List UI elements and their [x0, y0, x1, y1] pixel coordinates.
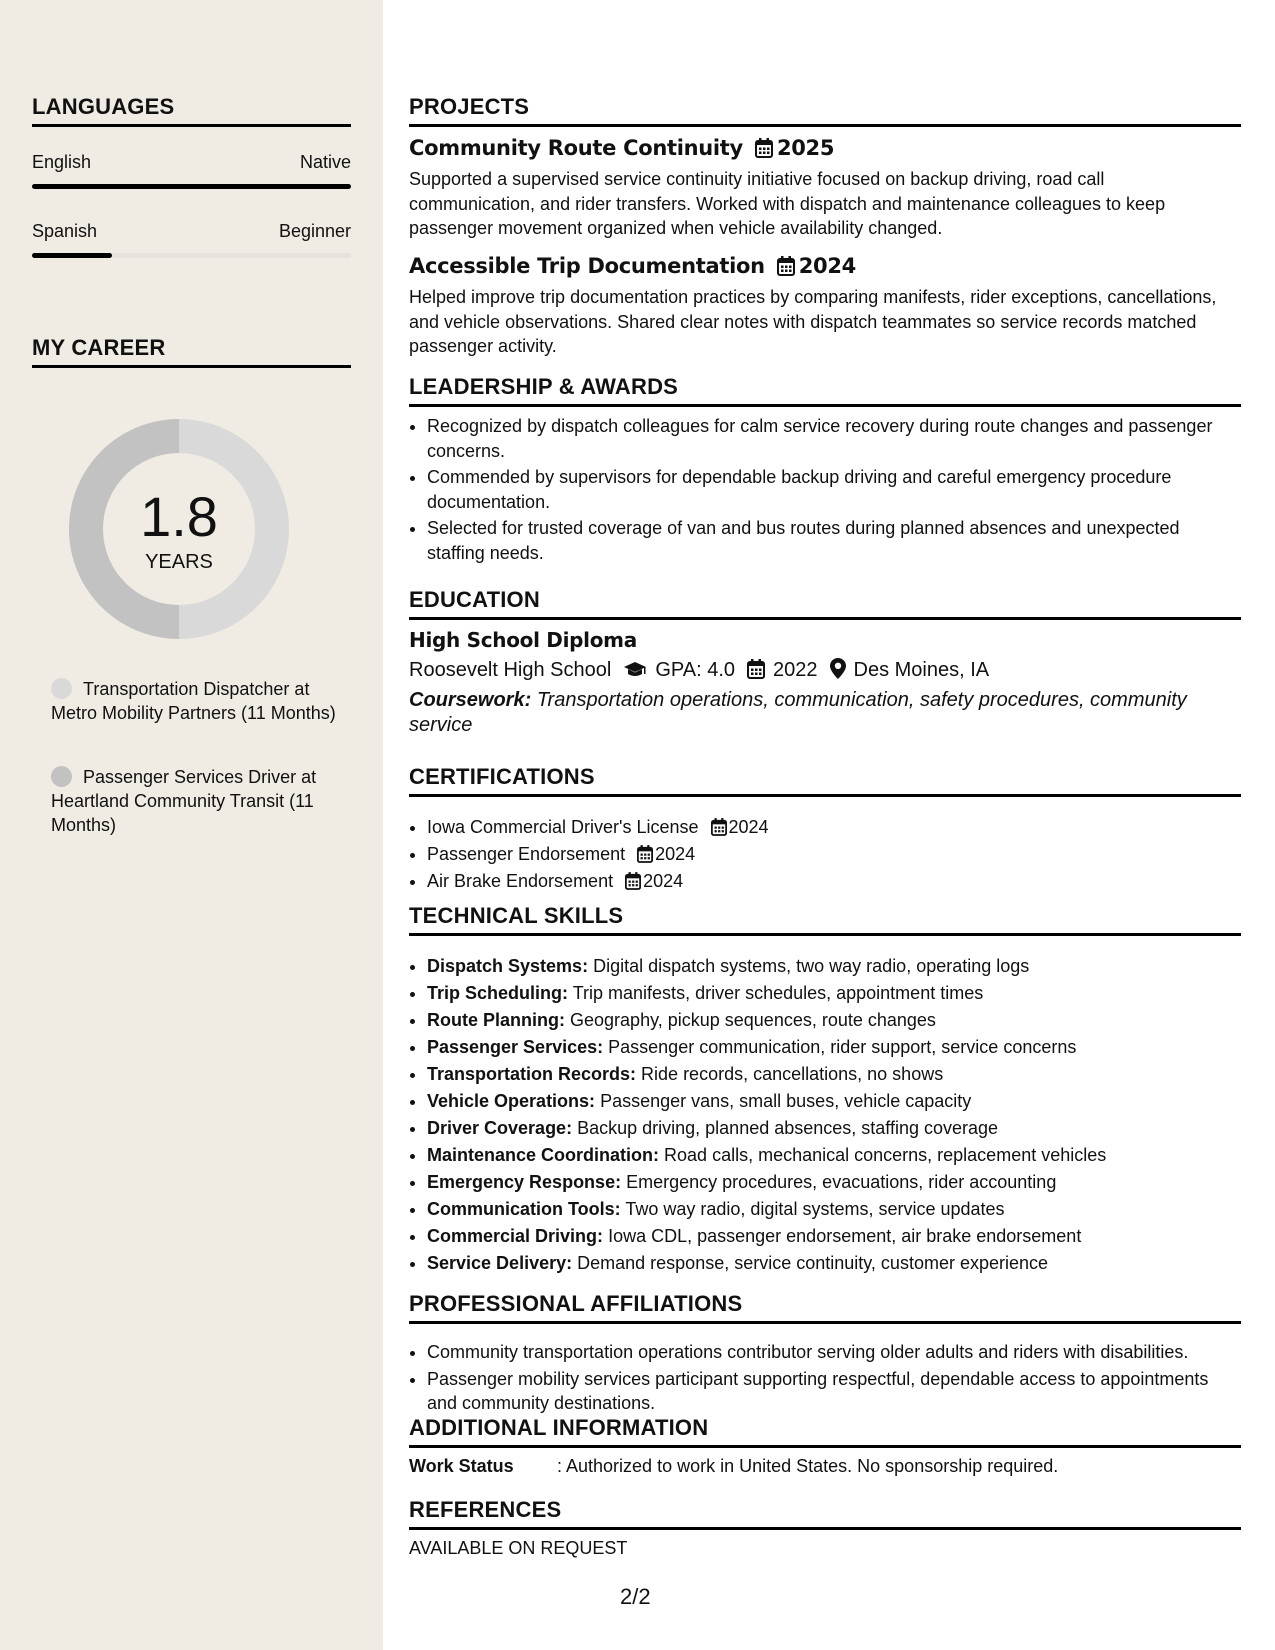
projects-heading: PROJECTS	[409, 94, 1241, 127]
certifications-list	[409, 815, 1242, 894]
certification-name: Air Brake Endorsement	[427, 871, 614, 891]
list-item	[427, 1170, 1242, 1195]
skill-label: Emergency Response:	[427, 1172, 622, 1192]
list-item: • Community transportation operations contributor serving older adults and riders with disabilities.	[427, 1340, 1242, 1365]
skill-text: Demand response, service continuity, customer experience	[577, 1253, 1049, 1273]
list-item	[427, 1197, 1242, 1222]
leadership-list	[409, 414, 1242, 565]
work-status	[409, 1456, 1058, 1477]
career-total-years: 1.8	[140, 485, 218, 548]
legend-dot	[51, 678, 72, 699]
skill-label: Driver Coverage:	[427, 1118, 573, 1138]
skill-label: Transportation Records:	[427, 1064, 637, 1084]
skill-text: Backup driving, planned absences, staffing coverage	[577, 1118, 999, 1138]
education-year: 2022	[773, 659, 818, 681]
references-heading: REFERENCES	[409, 1497, 1241, 1530]
education-details	[409, 658, 989, 682]
certifications-heading: CERTIFICATIONS	[409, 764, 1241, 797]
list-item	[427, 981, 1242, 1006]
language-bar-fill	[32, 253, 112, 258]
skill-label: Maintenance Coordination:	[427, 1145, 660, 1165]
skills-heading: TECHNICAL SKILLS	[409, 903, 1241, 936]
language-bar-spanish	[32, 253, 351, 258]
skill-text: Iowa CDL, passenger endorsement, air brake endorsement	[608, 1226, 1082, 1246]
location-pin-icon	[830, 658, 846, 679]
list-item	[427, 842, 1242, 867]
career-unit-label: YEARS	[145, 551, 213, 573]
calendar-icon	[711, 818, 727, 836]
list-item	[427, 1035, 1242, 1060]
list-item	[427, 815, 1242, 840]
calendar-icon	[747, 659, 765, 679]
sidebar	[0, 0, 383, 1650]
project-title-row	[409, 254, 856, 278]
language-bar-english	[32, 184, 351, 189]
skill-text: Digital dispatch systems, two way radio, operating logs	[593, 956, 1030, 976]
skill-label: Trip Scheduling:	[427, 983, 569, 1003]
project-year: 2024	[798, 254, 856, 278]
list-item: • Selected for trusted coverage of van and bus routes during planned absences and unexpected staffing needs.	[427, 516, 1242, 565]
calendar-icon	[637, 845, 653, 863]
calendar-icon	[777, 256, 795, 276]
references-text: AVAILABLE ON REQUEST	[409, 1538, 628, 1558]
calendar-icon	[755, 138, 773, 158]
skill-text: Ride records, cancellations, no shows	[641, 1064, 944, 1084]
skill-text: Passenger communication, rider support, service concerns	[608, 1037, 1077, 1057]
certification-year: 2024	[655, 844, 696, 864]
skill-label: Route Planning:	[427, 1010, 565, 1030]
language-level: Beginner	[278, 221, 351, 241]
skill-text: Road calls, mechanical concerns, replacement vehicles	[664, 1145, 1107, 1165]
project-title-row	[409, 136, 834, 160]
list-item	[427, 1089, 1242, 1114]
list-item	[427, 1143, 1242, 1168]
project-title: Accessible Trip Documentation	[409, 254, 765, 278]
skill-label: Vehicle Operations:	[427, 1091, 596, 1111]
career-item-label: Transportation Dispatcher at Metro Mobility Partners (11 Months)	[51, 679, 336, 723]
list-item	[427, 954, 1242, 979]
list-item	[427, 1116, 1242, 1141]
skill-text: Geography, pickup sequences, route changes	[570, 1010, 936, 1030]
education-coursework	[409, 688, 1229, 738]
list-item	[427, 1062, 1242, 1087]
career-item-label: Passenger Services Driver at Heartland Community Transit (11 Months)	[51, 767, 317, 835]
list-item	[427, 869, 1242, 894]
project-description: Supported a supervised service continuity initiative focused on backup driving, road call communication, and rider transfers. Worked with dispatch and maintenance colleagues to keep passenger movement organized when vehicle availability changed.	[409, 169, 1166, 238]
education-school: Roosevelt High School	[409, 659, 612, 681]
education-degree: High School Diploma	[409, 628, 637, 652]
skill-text: Passenger vans, small buses, vehicle capacity	[600, 1091, 972, 1111]
skill-label: Service Delivery:	[427, 1253, 573, 1273]
affiliations-heading: PROFESSIONAL AFFILIATIONS	[409, 1291, 1241, 1324]
work-status-value: : Authorized to work in United States. No sponsorship required.	[557, 1456, 1059, 1476]
certification-year: 2024	[728, 817, 769, 837]
language-name: English	[32, 152, 92, 172]
education-location: Des Moines, IA	[853, 659, 990, 681]
project-year: 2025	[776, 136, 835, 160]
project-title: Community Route Continuity	[409, 136, 743, 160]
list-item	[427, 1008, 1242, 1033]
language-level: Native	[299, 152, 351, 172]
skill-text: Emergency procedures, evacuations, rider accounting	[626, 1172, 1057, 1192]
list-item	[427, 1224, 1242, 1249]
skill-label: Dispatch Systems:	[427, 956, 589, 976]
legend-dot	[51, 766, 72, 787]
certification-year: 2024	[643, 871, 684, 891]
additional-heading: ADDITIONAL INFORMATION	[409, 1415, 1241, 1448]
coursework-label: Coursework:	[409, 689, 532, 711]
skill-label: Communication Tools:	[427, 1199, 621, 1219]
language-name: Spanish	[32, 221, 98, 241]
certification-name: Iowa Commercial Driver's License	[427, 817, 699, 837]
list-item: • Passenger mobility services participant supporting respectful, dependable access to appointments and community destinations.	[427, 1367, 1242, 1416]
education-heading: EDUCATION	[409, 587, 1241, 620]
coursework-text: Transportation operations, communication, safety procedures, community service	[409, 689, 1187, 736]
language-row-english	[32, 152, 351, 173]
skill-text: Two way radio, digital systems, service updates	[625, 1199, 1005, 1219]
career-item	[51, 765, 341, 837]
certification-name: Passenger Endorsement	[427, 844, 626, 864]
affiliations-list	[409, 1340, 1242, 1416]
work-status-label: Work Status	[409, 1456, 514, 1476]
skills-list	[409, 954, 1242, 1276]
career-item	[51, 677, 341, 725]
language-row-spanish	[32, 221, 351, 242]
career-heading: MY CAREER	[32, 335, 351, 368]
languages-heading: LANGUAGES	[32, 94, 351, 127]
skill-label: Commercial Driving:	[427, 1226, 604, 1246]
list-item: • Commended by supervisors for dependable backup driving and careful emergency procedure documentation.	[427, 465, 1242, 514]
list-item	[427, 1251, 1242, 1276]
education-gpa: GPA: 4.0	[655, 659, 736, 681]
skill-text: Trip manifests, driver schedules, appointment times	[572, 983, 984, 1003]
leadership-heading: LEADERSHIP & AWARDS	[409, 374, 1241, 407]
page-number: 2/2	[620, 1584, 651, 1609]
calendar-icon	[625, 872, 641, 890]
language-bar-fill	[32, 184, 351, 189]
list-item: • Recognized by dispatch colleagues for calm service recovery during route changes and passenger concerns.	[427, 414, 1242, 463]
project-description: Helped improve trip documentation practices by comparing manifests, rider exceptions, cancellations, and vehicle observations. Shared clear notes with dispatch teammates so service records matched passenger activity.	[409, 287, 1217, 356]
graduation-cap-icon	[623, 661, 647, 679]
skill-label: Passenger Services:	[427, 1037, 604, 1057]
